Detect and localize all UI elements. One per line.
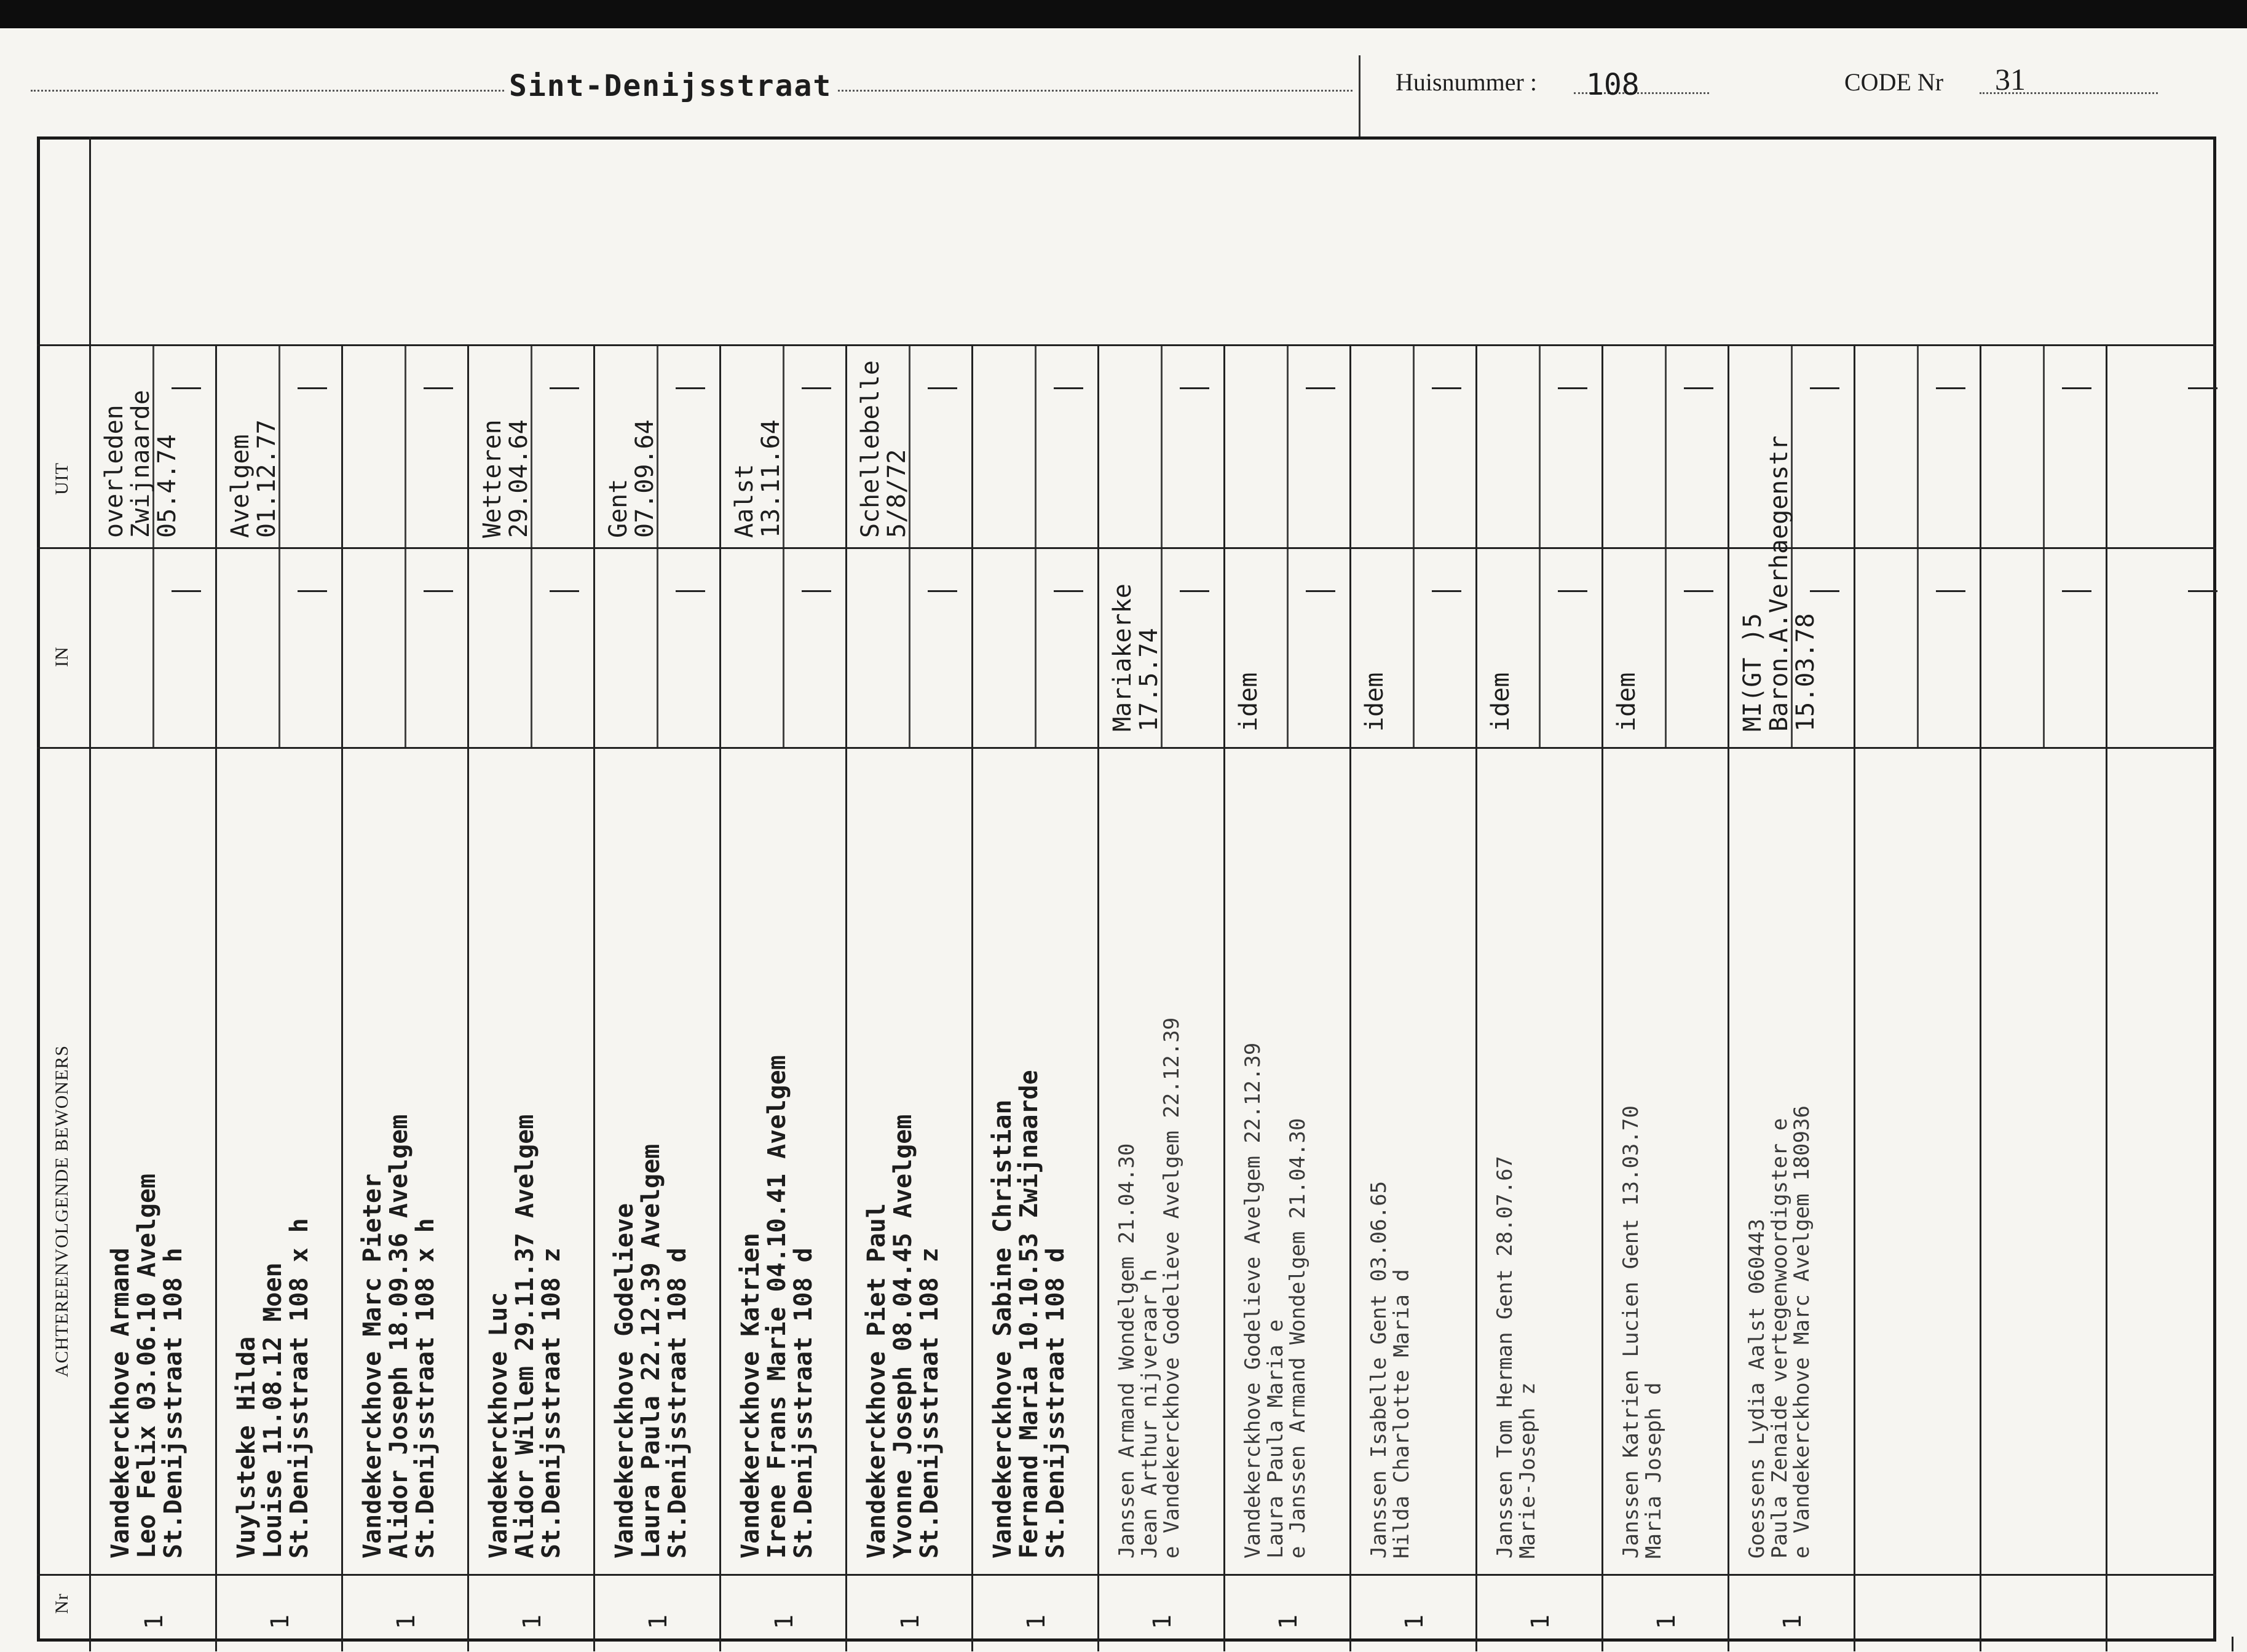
section-label-in: IN: [52, 646, 72, 667]
resident-entry-line: Vuylsteke Hilda: [232, 1336, 261, 1559]
resident-entry: [1116, 1018, 1183, 1559]
uit-entry-line: Zwijnaarde: [127, 390, 156, 538]
empty-field-dash: [172, 387, 201, 389]
uit-entry-line: 13.11.64: [757, 419, 786, 538]
subcolumn-divider: [1917, 344, 1919, 747]
column-divider: [1980, 344, 1981, 1642]
resident-number: 1: [1526, 1614, 1555, 1629]
uit-entry: [480, 419, 532, 538]
subcolumn-divider: [1413, 344, 1415, 747]
bottom-tick: [1728, 1637, 1729, 1651]
resident-number: 1: [1653, 1614, 1681, 1629]
uit-entry-line: Aalst: [730, 464, 759, 538]
nr-top-rule: [37, 1574, 2216, 1576]
uit-entry-line: 07.09.64: [631, 419, 660, 538]
bewoners-top-rule: [37, 747, 2216, 749]
empty-field-dash: [172, 590, 201, 592]
empty-field-dash: [1558, 590, 1587, 592]
empty-field-dash: [424, 387, 453, 389]
resident-entry: [108, 1174, 188, 1559]
uit-entry-line: 05.4.74: [153, 434, 182, 538]
resident-entry-line: Alidor Joseph 18.09.36 Avelgem: [385, 1114, 414, 1559]
empty-field-dash: [676, 387, 705, 389]
uit-entry: [101, 390, 181, 538]
resident-entry-line: Laura Paula Maria e: [1263, 1319, 1288, 1559]
bottom-tick: [1349, 1637, 1351, 1651]
column-divider: [845, 344, 847, 1642]
resident-entry-line: Goessens Lydia Aalst 060443: [1745, 1219, 1769, 1559]
resident-number: 1: [1022, 1614, 1051, 1629]
resident-entry: [864, 1115, 944, 1559]
empty-field-dash: [2188, 387, 2217, 389]
column-divider: [593, 344, 595, 1642]
in-entry-line: 15.03.78: [1791, 613, 1820, 732]
resident-entry-line: Vandekerckhove Godelieve: [610, 1203, 639, 1559]
resident-entry: [486, 1115, 566, 1559]
empty-field-dash: [2062, 590, 2091, 592]
resident-entry: [1746, 1105, 1814, 1559]
resident-entry: [1620, 1105, 1665, 1559]
uit-entry-line: Gent: [604, 478, 633, 538]
in-entry-line: Mariakerke: [1108, 583, 1137, 732]
bottom-tick: [971, 1637, 973, 1651]
resident-entry-line: Janssen Isabelle Gent 03.06.65: [1367, 1180, 1391, 1559]
bottom-tick: [2232, 1637, 2233, 1651]
subcolumn-divider: [1035, 344, 1037, 747]
resident-entry-line: Paula Zenaide vertegenwoordigster e: [1767, 1118, 1792, 1559]
in-entry-line: idem: [1360, 672, 1389, 732]
resident-entry-line: St.Denijsstraat 108 x h: [411, 1218, 440, 1559]
uit-entry: [227, 419, 280, 538]
empty-field-dash: [1432, 387, 1461, 389]
empty-field-dash: [298, 590, 327, 592]
section-label-uit: UIT: [52, 462, 72, 495]
subcolumn-divider: [1539, 344, 1541, 747]
column-divider: [1097, 344, 1099, 1642]
resident-entry-line: Marie-Joseph z: [1515, 1382, 1540, 1559]
uit-entry-line: 5/8/72: [883, 449, 912, 538]
resident-number: 1: [392, 1614, 421, 1629]
in-entry-line: 17.5.74: [1135, 628, 1164, 732]
bottom-tick: [467, 1637, 469, 1651]
in-entry-line: idem: [1613, 672, 1641, 732]
empty-field-dash: [1306, 590, 1335, 592]
resident-entry-line: Vandekerckhove Armand: [106, 1247, 135, 1559]
resident-entry: [612, 1144, 692, 1559]
in-entry-line: idem: [1234, 672, 1263, 732]
resident-number: 1: [770, 1614, 799, 1629]
resident-entry-line: St.Denijsstraat 108 d: [663, 1247, 692, 1559]
resident-entry-line: e Vandekerckhove Marc Avelgem 180936: [1790, 1105, 1815, 1559]
bottom-tick: [1601, 1637, 1603, 1651]
uit-entry: [732, 419, 784, 538]
empty-field-dash: [1432, 590, 1461, 592]
resident-entry-line: Laura Paula 22.12.39 Avelgem: [637, 1144, 666, 1559]
resident-entry: [1494, 1156, 1539, 1559]
bottom-tick: [1475, 1637, 1477, 1651]
bottom-tick: [1980, 1637, 1981, 1651]
resident-entry-line: Yvonne Joseph 08.04.45 Avelgem: [889, 1114, 918, 1559]
empty-field-dash: [928, 590, 957, 592]
uit-top-rule: [37, 344, 2216, 346]
resident-entry-line: Janssen Armand Wondelgem 21.04.30: [1115, 1143, 1139, 1559]
label-column-divider: [89, 136, 91, 1642]
empty-field-dash: [676, 590, 705, 592]
resident-number: 1: [266, 1614, 294, 1629]
empty-field-dash: [1558, 387, 1587, 389]
resident-number: 1: [644, 1614, 673, 1629]
uit-entry-line: Schellebelle: [856, 360, 885, 538]
resident-entry-line: Maria Joseph d: [1641, 1382, 1666, 1559]
resident-entry-line: Vandekerckhove Piet Paul: [863, 1203, 891, 1559]
bottom-tick: [593, 1637, 595, 1651]
resident-entry-line: Fernand Maria 10.10.53 Zwijnaarde: [1015, 1070, 1044, 1559]
resident-entry-line: Irene Frans Marie 04.10.41 Avelgem: [763, 1055, 792, 1559]
uit-entry-line: Wetteren: [478, 419, 507, 538]
empty-field-dash: [1810, 387, 1839, 389]
resident-number: 1: [518, 1614, 547, 1629]
resident-entry-line: Vandekerckhove Katrien: [736, 1233, 765, 1559]
empty-field-dash: [1684, 590, 1713, 592]
column-divider: [215, 344, 217, 1642]
in-entry: [1110, 583, 1163, 732]
bottom-tick: [341, 1637, 343, 1651]
bottom-tick: [719, 1637, 721, 1651]
column-divider: [1601, 344, 1603, 1642]
resident-entry-line: e Janssen Armand Wondelgem 21.04.30: [1285, 1118, 1311, 1559]
resident-entry-line: Vandekerckhove Luc: [484, 1292, 513, 1559]
empty-field-dash: [928, 387, 957, 389]
empty-field-dash: [1936, 590, 1965, 592]
uit-entry-line: 01.12.77: [253, 419, 282, 538]
resident-number: 1: [896, 1614, 925, 1629]
house-number-value: 108: [1586, 68, 1640, 102]
column-divider: [341, 344, 343, 1642]
in-entry-line: Baron.A.Verhaegenstr: [1765, 435, 1794, 732]
subcolumn-divider: [1665, 344, 1667, 747]
empty-field-dash: [1684, 387, 1713, 389]
resident-entry-line: e Vandekerckhove Godelieve Avelgem 22.12.39: [1159, 1017, 1185, 1559]
subcolumn-divider: [405, 344, 406, 747]
bottom-tick: [1097, 1637, 1099, 1651]
uit-entry: [858, 360, 910, 538]
column-divider: [1223, 344, 1225, 1642]
empty-field-dash: [424, 590, 453, 592]
bottom-tick: [1223, 1637, 1225, 1651]
empty-field-dash: [550, 590, 579, 592]
in-entry-line: idem: [1487, 672, 1515, 732]
bottom-tick: [1854, 1637, 1855, 1651]
empty-field-dash: [802, 387, 831, 389]
resident-entry: [234, 1218, 314, 1559]
resident-entry: [1242, 1043, 1309, 1559]
resident-entry-line: St.Denijsstraat 108 d: [1041, 1247, 1070, 1559]
column-divider: [1349, 344, 1351, 1642]
empty-field-dash: [1054, 590, 1083, 592]
bottom-tick: [215, 1637, 217, 1651]
subcolumn-divider: [783, 344, 784, 747]
empty-field-dash: [550, 387, 579, 389]
resident-entry-line: Vandekerckhove Marc Pieter: [358, 1173, 387, 1559]
column-divider: [1475, 344, 1477, 1642]
column-divider: [971, 344, 973, 1642]
code-number-label: CODE Nr: [1844, 68, 1944, 96]
column-divider: [467, 344, 469, 1642]
empty-field-dash: [1180, 590, 1209, 592]
resident-entry: [360, 1115, 440, 1559]
empty-field-dash: [298, 387, 327, 389]
empty-field-dash: [2062, 387, 2091, 389]
section-label-nr: Nr: [52, 1593, 72, 1614]
empty-field-dash: [802, 590, 831, 592]
header-separator: [1359, 55, 1360, 139]
column-divider: [719, 344, 721, 1642]
empty-field-dash: [1054, 387, 1083, 389]
resident-entry-line: Vandekerckhove Godelieve Avelgem 22.12.39: [1241, 1042, 1265, 1559]
resident-entry-line: Louise 11.08.12 Moen: [259, 1262, 288, 1559]
resident-entry: [990, 1070, 1070, 1559]
street-name: Sint-Denijsstraat: [504, 69, 837, 103]
in-entry: [1740, 435, 1820, 732]
resident-entry-line: Jean Arthur nijveraar h: [1137, 1269, 1162, 1559]
column-divider: [1728, 344, 1729, 1642]
resident-entry-line: Alidor Willem 29.11.37 Avelgem: [511, 1114, 540, 1559]
subcolumn-divider: [1287, 344, 1289, 747]
resident-entry-line: Vandekerckhove Sabine Christian: [989, 1099, 1017, 1559]
empty-field-dash: [2188, 590, 2217, 592]
empty-field-dash: [1180, 387, 1209, 389]
uit-entry-line: 29.04.64: [505, 419, 534, 538]
resident-number: 1: [1274, 1614, 1303, 1629]
bottom-tick: [2106, 1637, 2107, 1651]
in-entry: [1488, 673, 1514, 732]
resident-entry-line: St.Denijsstraat 108 d: [789, 1247, 818, 1559]
resident-entry-line: St.Denijsstraat 108 z: [537, 1247, 566, 1559]
column-divider: [1854, 344, 1855, 1642]
in-entry: [1362, 673, 1388, 732]
section-label-bewoners: ACHTEREENVOLGENDE BEWONERS: [52, 1045, 72, 1377]
subcolumn-divider: [657, 344, 658, 747]
in-entry: [1614, 673, 1640, 732]
resident-number: 1: [140, 1614, 168, 1629]
uit-entry: [606, 419, 658, 538]
resident-entry: [1368, 1181, 1413, 1559]
in-entry-line: MI(GT )5: [1739, 613, 1767, 732]
resident-number: 1: [1148, 1614, 1177, 1629]
subcolumn-divider: [2043, 344, 2045, 747]
resident-number: 1: [1400, 1614, 1429, 1629]
top-black-band: [0, 0, 2247, 28]
resident-entry-line: Leo Felix 03.06.10 Avelgem: [133, 1173, 162, 1559]
uit-entry-line: Avelgem: [226, 434, 255, 538]
bottom-tick: [89, 1637, 91, 1651]
subcolumn-divider: [278, 344, 280, 747]
resident-entry-line: St.Denijsstraat 108 h: [159, 1247, 188, 1559]
house-number-label: Huisnummer :: [1396, 68, 1537, 96]
resident-entry-line: Janssen Katrien Lucien Gent 13.03.70: [1619, 1105, 1643, 1559]
in-entry: [1236, 673, 1262, 732]
in-top-rule: [37, 547, 2216, 549]
resident-entry-line: St.Denijsstraat 108 x h: [285, 1218, 314, 1559]
subcolumn-divider: [531, 344, 532, 747]
resident-entry-line: Janssen Tom Herman Gent 28.07.67: [1493, 1155, 1517, 1559]
uit-entry-line: overleden: [100, 405, 128, 538]
resident-entry: [738, 1055, 818, 1559]
empty-field-dash: [1936, 387, 1965, 389]
empty-field-dash: [1306, 387, 1335, 389]
resident-entry-line: Hilda Charlotte Maria d: [1389, 1269, 1414, 1559]
column-divider: [2106, 344, 2107, 1642]
resident-number: 1: [1779, 1614, 1807, 1629]
bottom-tick: [845, 1637, 847, 1651]
code-number-value: 31: [1995, 62, 2026, 97]
resident-entry-line: St.Denijsstraat 108 z: [915, 1247, 944, 1559]
